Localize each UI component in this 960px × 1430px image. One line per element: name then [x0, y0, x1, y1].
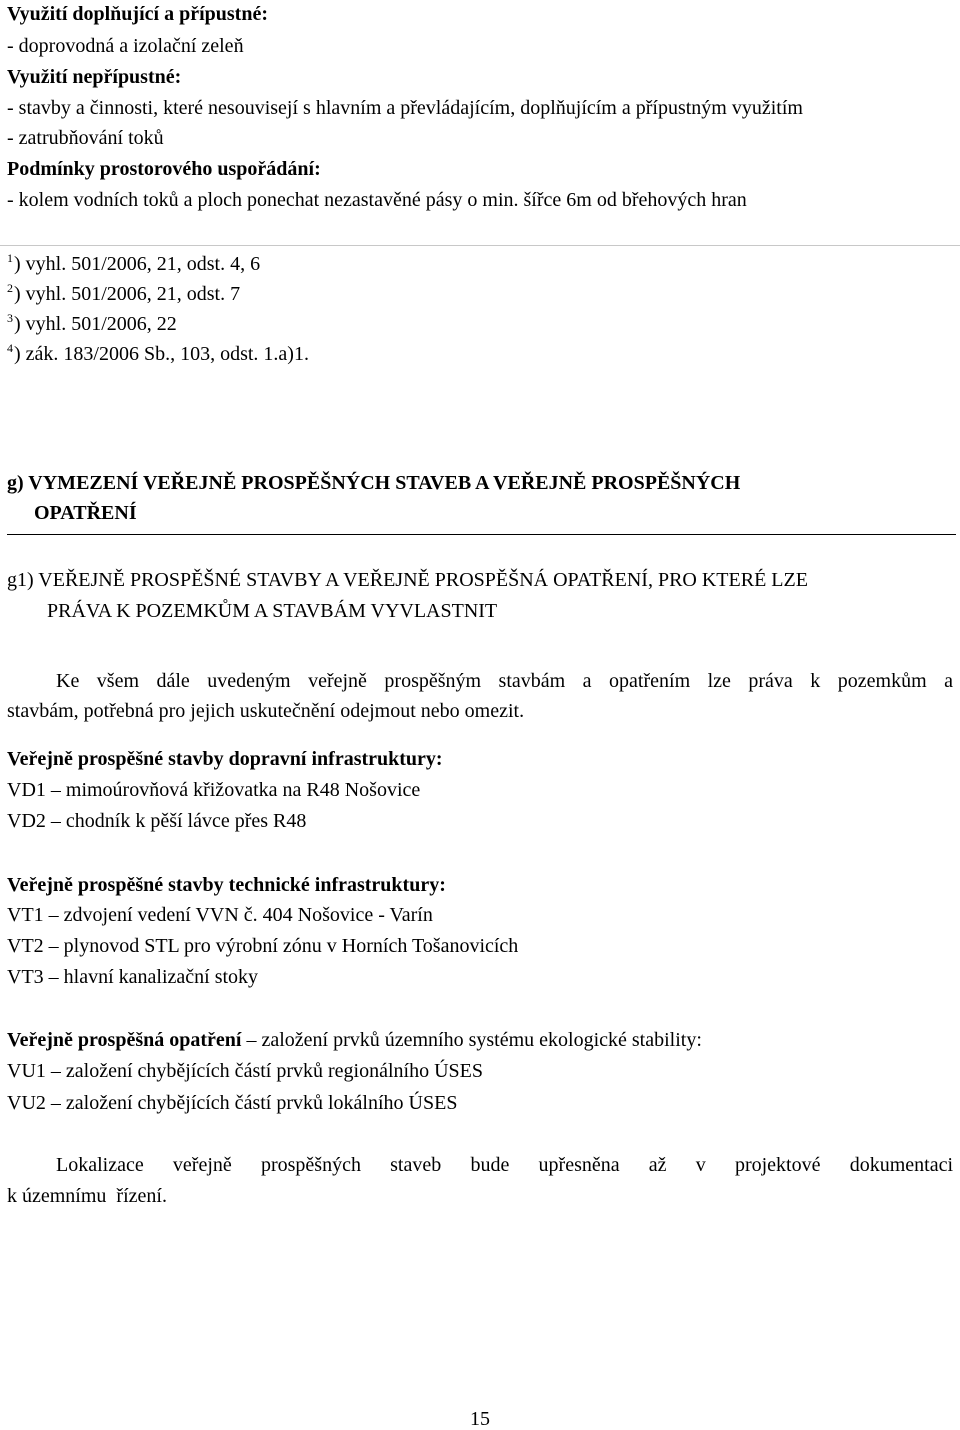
section-g1-title-continued: PRÁVA K POZEMKŮM A STAVBÁM VYVLASTNIT	[47, 600, 498, 622]
closing-paragraph-line: k územnímu řízení.	[7, 1185, 167, 1207]
footnote	[7, 311, 177, 335]
section-g-title-continued: OPATŘENÍ	[34, 502, 137, 524]
intro-paragraph-line: stavbám, potřebná pro jejich uskutečnění odejmout nebo omezit.	[7, 700, 525, 722]
footnote	[7, 251, 261, 275]
footnote-text: ) vyhl. 501/2006, 21, odst. 4, 6	[14, 253, 261, 275]
supplementary-use-item: - doprovodná a izolační zeleň	[7, 35, 244, 57]
measures-heading-rest: – založení prvků územního systému ekologické stability:	[241, 1029, 702, 1051]
prohibited-use-item: - zatrubňování toků	[7, 127, 164, 149]
transport-infrastructure-heading: Veřejně prospěšné stavby dopravní infrastruktury:	[7, 748, 443, 770]
measure-item: VU1 – založení chybějících částí prvků regionálního ÚSES	[7, 1060, 483, 1082]
intro-paragraph-line: Ke všem dále uvedeným veřejně prospěšným stavbám a opatřením lze práva k pozemkům a	[56, 670, 953, 692]
prohibited-use-heading: Využití nepřípustné:	[7, 66, 182, 88]
spatial-conditions-item: - kolem vodních toků a ploch ponechat nezastavěné pásy o min. šířce 6m od břehových hran	[7, 189, 747, 211]
footnote-number: 4	[7, 341, 13, 355]
page-number: 15	[470, 1408, 490, 1430]
technical-item: VT3 – hlavní kanalizační stoky	[7, 966, 259, 988]
closing-paragraph-line: Lokalizace veřejně prospěšných staveb bude upřesněna až v projektové dokumentaci	[56, 1154, 953, 1176]
footnote-text: ) vyhl. 501/2006, 21, odst. 7	[14, 283, 241, 305]
footnote-separator	[0, 245, 960, 246]
section-g1-title: g1) VEŘEJNĚ PROSPĚŠNÉ STAVBY A VEŘEJNĚ PROSPĚŠNÁ OPATŘENÍ, PRO KTERÉ LZE	[7, 569, 808, 591]
footnote	[7, 341, 309, 365]
section-g-underline	[7, 534, 956, 535]
measures-heading	[7, 1030, 702, 1050]
footnote-text: ) zák. 183/2006 Sb., 103, odst. 1.a)1.	[14, 343, 309, 365]
technical-infrastructure-heading: Veřejně prospěšné stavby technické infrastruktury:	[7, 874, 446, 896]
footnote-number: 3	[7, 311, 13, 325]
footnote-text: ) vyhl. 501/2006, 22	[14, 313, 177, 335]
spatial-conditions-heading: Podmínky prostorového uspořádání:	[7, 158, 321, 180]
technical-item: VT1 – zdvojení vedení VVN č. 404 Nošovice - Varín	[7, 904, 433, 926]
transport-item: VD1 – mimoúrovňová křižovatka na R48 Nošovice	[7, 779, 421, 801]
technical-item: VT2 – plynovod STL pro výrobní zónu v Horních Tošanovicích	[7, 935, 519, 957]
transport-item: VD2 – chodník k pěší lávce přes R48	[7, 810, 307, 832]
supplementary-use-heading: Využití doplňující a přípustné:	[7, 3, 268, 25]
measures-heading-bold: Veřejně prospěšná opatření	[7, 1029, 242, 1051]
measure-item: VU2 – založení chybějících částí prvků lokálního ÚSES	[7, 1092, 458, 1114]
prohibited-use-item: - stavby a činnosti, které nesouvisejí s hlavním a převládajícím, doplňujícím a přípustným využitím	[7, 97, 803, 119]
footnote-number: 2	[7, 281, 13, 295]
footnote-number: 1	[7, 251, 13, 265]
section-g-title: g) VYMEZENÍ VEŘEJNĚ PROSPĚŠNÝCH STAVEB A VEŘEJNĚ PROSPĚŠNÝCH	[7, 472, 741, 494]
footnote	[7, 281, 241, 305]
